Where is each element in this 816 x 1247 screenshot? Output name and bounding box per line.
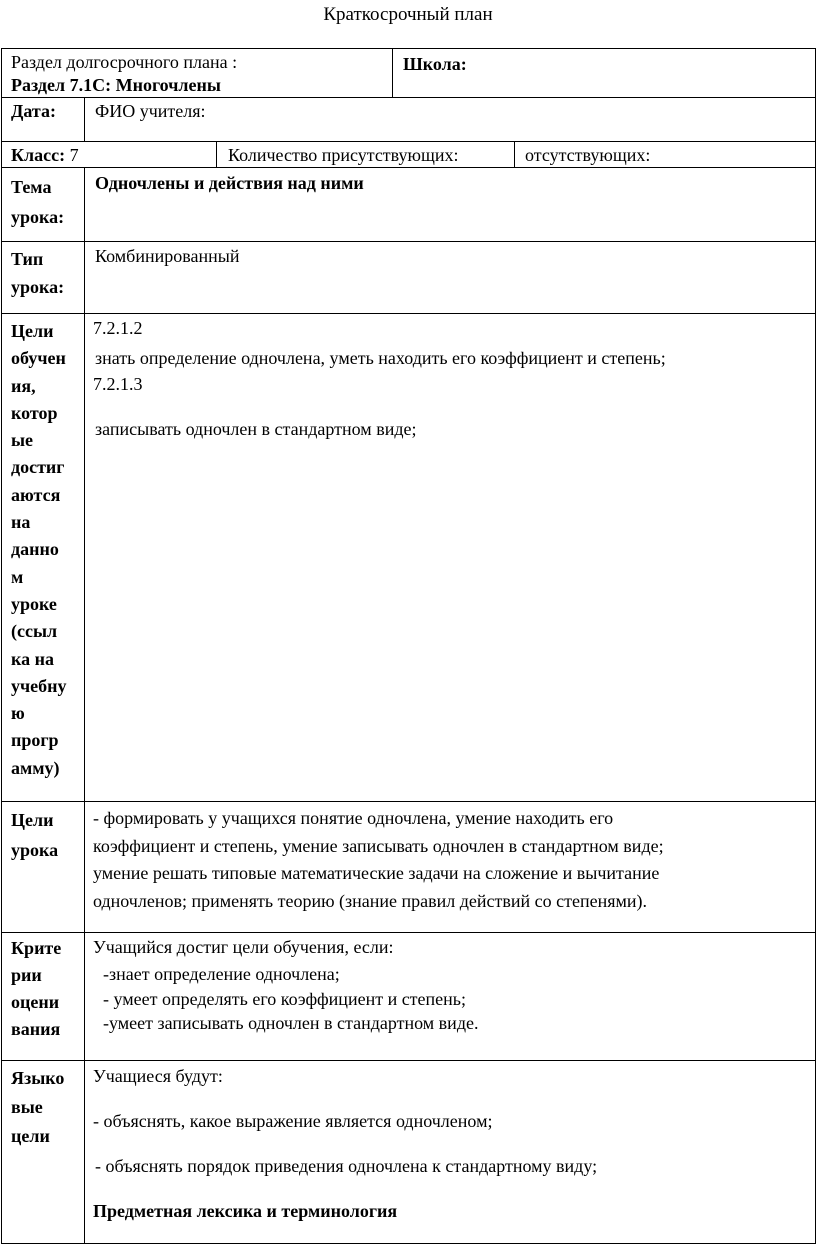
- topic-value: Одночлены и действия над ними: [95, 173, 364, 193]
- school-label: Школа:: [403, 54, 467, 74]
- criteria-item: - умеет определять его коэффициент и степень;: [103, 989, 467, 1009]
- col-divider: [392, 48, 393, 98]
- label-line: обучен: [11, 348, 66, 369]
- language-item: - объяснять, какое выражение является одночленом;: [93, 1111, 493, 1131]
- label-line: ия,: [11, 375, 36, 396]
- label-line: урока:: [11, 207, 65, 227]
- label-line: Тип: [11, 249, 44, 269]
- label-line: урока: [11, 840, 59, 860]
- row-divider: [1, 932, 816, 933]
- objective-text: записывать одночлен в стандартном виде;: [95, 419, 417, 439]
- section-label: Раздел долгосрочного плана :: [11, 52, 238, 72]
- label-line: м: [11, 566, 24, 587]
- lesson-goals-label: [11, 805, 58, 865]
- criteria-item: -умеет записывать одночлен в стандартном виде.: [103, 1013, 479, 1033]
- page-title: Краткосрочный план: [323, 4, 493, 25]
- type-value: Комбинированный: [95, 246, 240, 266]
- row-divider: [1, 141, 816, 142]
- table-border-top: [1, 48, 816, 49]
- label-line: оцени: [11, 992, 60, 1012]
- language-goals-label: [11, 1064, 64, 1151]
- label-line: уроке: [11, 593, 57, 614]
- type-label: [11, 245, 64, 301]
- label-line: Цели: [11, 810, 54, 830]
- class-value: 7: [69, 145, 79, 165]
- vocabulary-heading: Предметная лексика и терминология: [93, 1201, 398, 1221]
- topic-label: [11, 172, 64, 232]
- col-divider: [84, 97, 85, 142]
- col-divider: [514, 141, 515, 168]
- table-border-bottom: [1, 1243, 816, 1244]
- present-label: Количество присутствующих:: [228, 145, 459, 165]
- criteria-label: [11, 935, 61, 1043]
- teacher-label: ФИО учителя:: [95, 101, 206, 121]
- label-line: Цели: [11, 321, 54, 341]
- label-line: ка на: [11, 648, 54, 669]
- label-line: ые: [11, 430, 34, 451]
- section-value: Раздел 7.1С: Многочлены: [11, 75, 221, 95]
- label-line: вые: [11, 1097, 43, 1117]
- table-border-left: [1, 48, 2, 1244]
- lesson-goals-line: коэффициент и степень, умение записывать одночлен в стандартном виде;: [93, 836, 664, 856]
- criteria-item: -знает определение одночлена;: [103, 964, 340, 984]
- label-line: учебну: [11, 675, 67, 696]
- label-line: достиг: [11, 457, 65, 478]
- class-field: [11, 145, 79, 165]
- label-line: прогр: [11, 730, 59, 751]
- label-line: рии: [11, 965, 42, 985]
- row-divider: [1, 241, 816, 242]
- label-line: (ссыл: [11, 621, 58, 642]
- label-line: ю: [11, 703, 25, 724]
- lesson-goals-line: одночленов; применять теорию (знание правил действий со степенями).: [93, 891, 648, 911]
- learning-goals-label: [11, 318, 67, 782]
- label-line: аются: [11, 484, 61, 505]
- label-line: данно: [11, 539, 59, 560]
- absent-label: отсутствующих:: [525, 145, 651, 165]
- row-divider: [1, 97, 816, 98]
- label-line: урока:: [11, 277, 65, 297]
- language-item: - объяснять порядок приведения одночлена к стандартному виду;: [95, 1156, 598, 1176]
- objective-code: 7.2.1.3: [93, 374, 143, 394]
- language-intro: Учащиеся будут:: [93, 1066, 223, 1086]
- criteria-intro: Учащийся достиг цели обучения, если:: [93, 937, 394, 957]
- label-line: Языко: [11, 1068, 65, 1088]
- row-divider: [1, 167, 816, 168]
- objective-text: знать определение одночлена, уметь находить его коэффициент и степень;: [95, 348, 666, 368]
- row-divider: [1, 313, 816, 314]
- label-line: амму): [11, 757, 60, 778]
- class-label: Класс:: [11, 145, 66, 165]
- label-line: вания: [11, 1019, 61, 1039]
- row-divider: [1, 1060, 816, 1061]
- col-divider: [84, 167, 85, 1244]
- label-line: котор: [11, 402, 58, 423]
- label-line: цели: [11, 1126, 50, 1146]
- col-divider: [216, 141, 217, 168]
- row-divider: [1, 801, 816, 802]
- label-line: Крите: [11, 938, 62, 958]
- lesson-goals-line: умение решать типовые математические задачи на сложение и вычитание: [93, 863, 660, 883]
- date-label: Дата:: [11, 101, 56, 121]
- objective-code: 7.2.1.2: [93, 318, 143, 338]
- label-line: на: [11, 512, 31, 533]
- label-line: Тема: [11, 177, 52, 197]
- lesson-goals-line: - формировать у учащихся понятие одночлена, умение находить его: [93, 808, 614, 828]
